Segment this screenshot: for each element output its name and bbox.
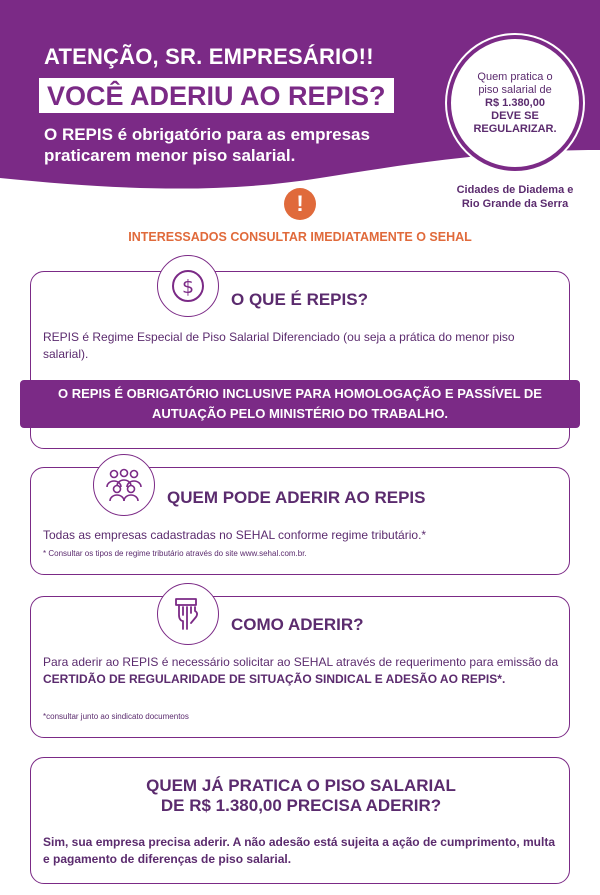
alert-icon: ! (284, 188, 316, 220)
badge-line2: piso salarial de (478, 83, 552, 96)
section3-text (43, 654, 563, 688)
section-already-practice (30, 757, 570, 884)
section4-title-line1: QUEM JÁ PRATICA O PISO SALARIAL (146, 776, 456, 795)
section1-text: REPIS é Regime Especial de Piso Salarial Diferenciado (ou seja a prática do menor piso salarial). (43, 330, 515, 361)
badge-line4: DEVE SE (491, 109, 539, 122)
section2-text: Todas as empresas cadastradas no SEHAL conforme regime tributário.* (43, 528, 427, 542)
section3-text-end: . (501, 672, 506, 686)
badge-line5: REGULARIZAR. (473, 122, 557, 135)
badge-price: R$ 1.380,00 (485, 96, 545, 109)
header-question: VOCÊ ADERIU AO REPIS? (39, 78, 394, 113)
section1-title: O QUE É REPIS? (231, 290, 368, 309)
cities-line1: Cidades de Diadema e (456, 184, 574, 196)
banner-line2: AUTUAÇÃO PELO MINISTÉRIO DO TRABALHO. (151, 406, 449, 421)
obligation-banner (20, 380, 580, 428)
section4-title-line2: DE R$ 1.380,00 PRECISA ADERIR? (160, 796, 442, 815)
section3-title: COMO ADERIR? (231, 615, 364, 634)
header-attention: ATENÇÃO, SR. EMPRESÁRIO!! (44, 44, 374, 69)
badge-line1: Quem pratica o (477, 70, 553, 83)
banner-line1: O REPIS É OBRIGATÓRIO INCLUSIVE PARA HOMOLOGAÇÃO E PASSÍVEL DE (58, 386, 542, 401)
section3-text-plain: Para aderir ao REPIS é necessário solicitar ao SEHAL através de requerimento para emissão da (43, 655, 559, 669)
cities-line2: Rio Grande da Serra (461, 198, 569, 210)
svg-text:$: $ (181, 276, 195, 298)
price-badge (447, 35, 583, 171)
section3-text-bold: CERTIDÃO DE REGULARIDADE DE SITUAÇÃO SINDICAL E ADESÃO AO REPIS* (43, 672, 502, 686)
header-subtitle: O REPIS é obrigatório para as empresas praticarem menor piso salarial. (44, 125, 370, 165)
section4-title (31, 776, 571, 816)
dollar-icon (157, 255, 219, 317)
section3-note: *consultar junto ao sindicato documentos (43, 712, 189, 721)
section-who-can-join (30, 467, 570, 575)
section4-text: Sim, sua empresa precisa aderir. A não adesão está sujeita a ação de cumprimento, multa e pagamento de diferenças de piso salarial. (43, 835, 555, 866)
section2-note: * Consultar os tipos de regime tributário através do site www.sehal.com.br. (43, 549, 307, 558)
cities-label (440, 183, 590, 211)
section2-title: QUEM PODE ADERIR AO REPIS (167, 488, 426, 507)
consult-notice: INTERESSADOS CONSULTAR IMEDIATAMENTE O SEHAL (128, 230, 472, 244)
section-how-to-join (30, 596, 570, 738)
pointing-hand-icon (157, 583, 219, 645)
people-group-icon (93, 454, 155, 516)
